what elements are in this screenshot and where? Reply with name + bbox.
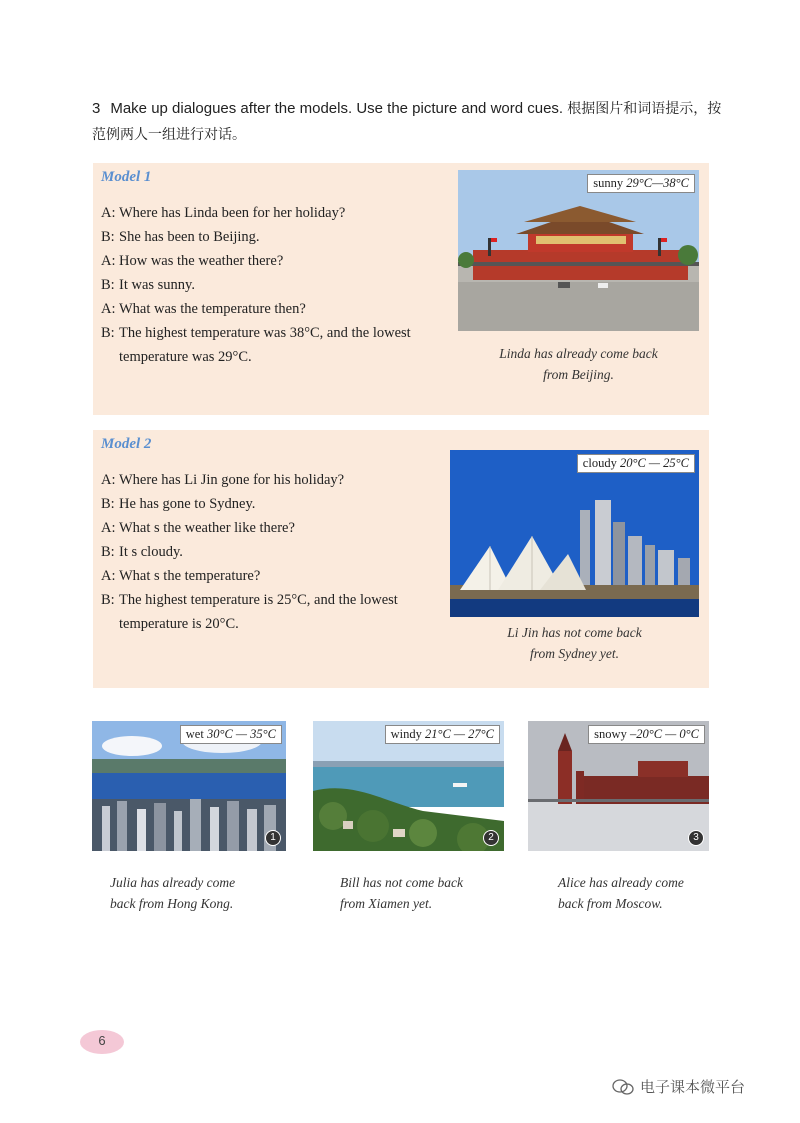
model-1-dialogue xyxy=(101,201,441,369)
dialogue-line xyxy=(101,492,441,516)
instruction-english: Make up dialogues after the models. Use the picture and word cues. xyxy=(110,100,564,117)
line-text: The highest temperature is 25°C, and the lowest temperature is 20°C. xyxy=(119,592,398,632)
caption-line: Li Jin has not come back xyxy=(507,625,642,640)
speaker-label: A: xyxy=(101,472,116,488)
instruction-chinese: 根据图片和词语提示，按范例两人一组进行对话。 xyxy=(92,101,722,143)
watermark xyxy=(612,1076,745,1097)
page-number: 6 xyxy=(80,1030,124,1054)
sydney-opera-house-illustration xyxy=(450,450,699,617)
picture-number-badge: 3 xyxy=(688,830,704,846)
temperature-range: 30°C — 35°C xyxy=(206,727,276,741)
weather-cue-tag xyxy=(577,454,695,473)
exercise-number: 3 xyxy=(92,100,101,117)
wechat-icon xyxy=(612,1078,634,1096)
watermark-text: 电子课本微平台 xyxy=(640,1078,746,1096)
line-text: Where has Linda been for her holiday? xyxy=(119,205,346,221)
dialogue-line xyxy=(101,297,441,321)
picture-number-badge: 1 xyxy=(265,830,281,846)
weather-cue-tag xyxy=(385,725,500,744)
temperature-range: 29°C—38°C xyxy=(626,176,689,190)
model-2-dialogue xyxy=(101,468,441,636)
weather-cue-tag xyxy=(588,725,705,744)
line-text: Where has Li Jin gone for his holiday? xyxy=(119,472,345,488)
line-text: The highest temperature was 38°C, and the lowest temperature was 29°C. xyxy=(119,325,411,365)
model-2-panel xyxy=(93,430,709,688)
dialogue-line xyxy=(101,516,441,540)
dialogue-line xyxy=(101,201,441,225)
speaker-label: A: xyxy=(101,253,116,269)
dialogue-line xyxy=(101,273,441,297)
line-text: It was sunny. xyxy=(119,277,195,293)
temperature-range: –20°C — 0°C xyxy=(629,727,699,741)
speaker-label: A: xyxy=(101,520,116,536)
speaker-label: B: xyxy=(101,229,115,245)
exercise-instruction xyxy=(92,96,732,148)
speaker-label: B: xyxy=(101,325,115,341)
weather-word: sunny xyxy=(593,176,624,190)
weather-cue-tag xyxy=(587,174,695,193)
beijing-photo xyxy=(458,170,699,331)
line-text: She has been to Beijing. xyxy=(119,229,260,245)
caption-line: back from Hong Kong. xyxy=(110,896,234,911)
line-text: What s the weather like there? xyxy=(119,520,295,536)
temperature-range: 21°C — 27°C xyxy=(424,727,494,741)
xiamen-photo xyxy=(313,721,504,851)
picture-number-badge: 2 xyxy=(483,830,499,846)
caption-line: Alice has already come xyxy=(558,875,684,890)
model-1-caption xyxy=(458,343,699,385)
dialogue-line xyxy=(101,588,441,636)
weather-word: windy xyxy=(390,727,422,741)
model-2-caption xyxy=(450,622,699,664)
dialogue-line xyxy=(101,564,441,588)
speaker-label: B: xyxy=(101,277,115,293)
dialogue-line xyxy=(101,249,441,273)
cue-3-caption xyxy=(558,872,684,914)
speaker-label: A: xyxy=(101,301,116,317)
tiananmen-illustration xyxy=(458,170,699,331)
sydney-photo xyxy=(450,450,699,617)
caption-line: from Sydney yet. xyxy=(529,646,620,661)
speaker-label: B: xyxy=(101,496,115,512)
caption-line: Julia has already come xyxy=(110,875,236,890)
caption-line: Bill has not come back xyxy=(340,875,463,890)
weather-word: cloudy xyxy=(582,456,617,470)
cue-2-caption xyxy=(340,872,463,914)
weather-word: snowy xyxy=(594,727,627,741)
line-text: What was the temperature then? xyxy=(119,301,306,317)
dialogue-line xyxy=(101,225,441,249)
caption-line: from Beijing. xyxy=(543,367,614,382)
speaker-label: A: xyxy=(101,205,116,221)
cue-1-caption xyxy=(110,872,235,914)
speaker-label: B: xyxy=(101,544,115,560)
dialogue-line xyxy=(101,468,441,492)
line-text: It s cloudy. xyxy=(119,544,183,560)
hong-kong-photo xyxy=(92,721,286,851)
line-text: How was the weather there? xyxy=(119,253,284,269)
caption-line: from Xiamen yet. xyxy=(340,896,433,911)
weather-cue-tag xyxy=(180,725,282,744)
moscow-photo xyxy=(528,721,709,851)
caption-line: Linda has already come back xyxy=(499,346,658,361)
line-text: What s the temperature? xyxy=(119,568,261,584)
caption-line: back from Moscow. xyxy=(558,896,663,911)
temperature-range: 20°C — 25°C xyxy=(619,456,689,470)
model-1-panel xyxy=(93,163,709,415)
weather-word: wet xyxy=(185,727,204,741)
model-2-title: Model 2 xyxy=(101,436,152,452)
speaker-label: B: xyxy=(101,592,115,608)
speaker-label: A: xyxy=(101,568,116,584)
dialogue-line xyxy=(101,540,441,564)
dialogue-line xyxy=(101,321,441,369)
line-text: He has gone to Sydney. xyxy=(119,496,256,512)
model-1-title: Model 1 xyxy=(101,169,152,185)
